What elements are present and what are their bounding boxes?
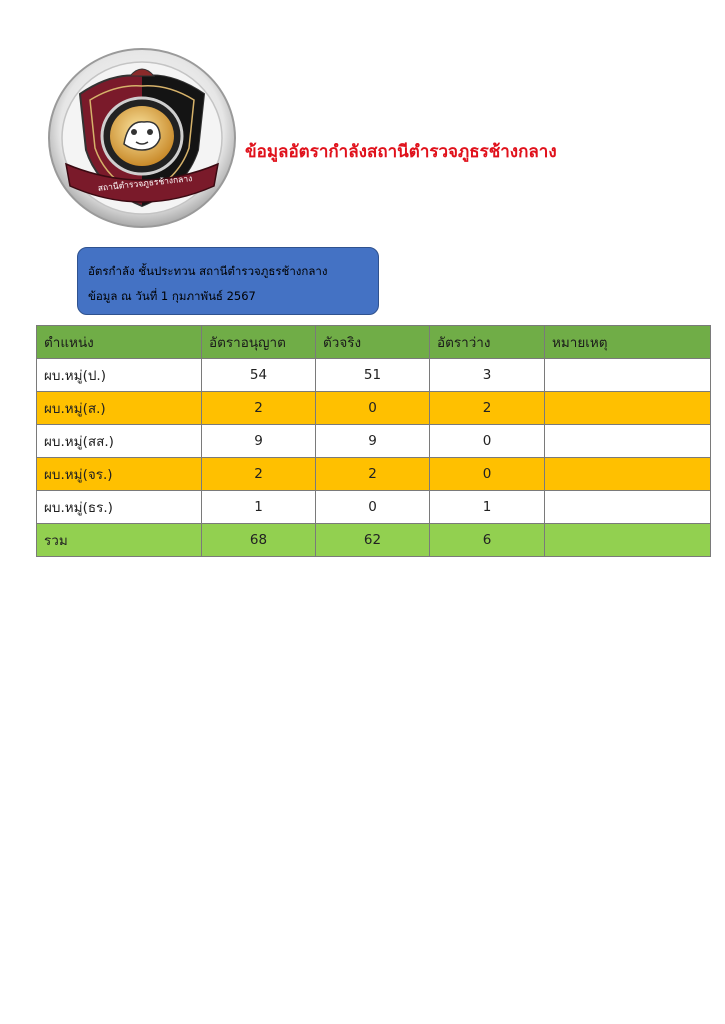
page-title: ข้อมูลอัตรากำลังสถานีตำรวจภูธรช้างกลาง [245, 142, 557, 162]
header-position: ตำแหน่ง [37, 326, 202, 359]
header-actual: ตัวจริง [316, 326, 430, 359]
info-line-date: ข้อมูล ณ วันที่ 1 กุมภาพันธ์ 2567 [88, 289, 256, 303]
info-box [77, 247, 379, 315]
police-station-logo [46, 46, 238, 230]
cell-note [545, 359, 711, 392]
table-total-row [37, 524, 711, 557]
total-actual: 62 [316, 524, 430, 557]
table-header-row [37, 326, 711, 359]
total-note [545, 524, 711, 557]
cell-vacant: 1 [430, 491, 545, 524]
cell-vacant: 0 [430, 425, 545, 458]
table-row [37, 392, 711, 425]
staffing-table [36, 325, 711, 557]
cell-note [545, 425, 711, 458]
cell-allowed: 2 [202, 458, 316, 491]
cell-allowed: 1 [202, 491, 316, 524]
cell-actual: 0 [316, 491, 430, 524]
cell-position: ผบ.หมู่(จร.) [37, 458, 202, 491]
cell-position: ผบ.หมู่(ธร.) [37, 491, 202, 524]
total-vacant: 6 [430, 524, 545, 557]
cell-allowed: 54 [202, 359, 316, 392]
cell-allowed: 2 [202, 392, 316, 425]
info-line-unit: อัตรกำลัง ชั้นประทวน สถานีตำรวจภูธรช้างกลาง [88, 264, 328, 278]
header-allowed: อัตราอนุญาต [202, 326, 316, 359]
total-label: รวม [37, 524, 202, 557]
cell-vacant: 2 [430, 392, 545, 425]
cell-note [545, 458, 711, 491]
header-vacant: อัตราว่าง [430, 326, 545, 359]
cell-position: ผบ.หมู่(ส.) [37, 392, 202, 425]
table-row [37, 458, 711, 491]
cell-position: ผบ.หมู่(ป.) [37, 359, 202, 392]
cell-note [545, 491, 711, 524]
cell-allowed: 9 [202, 425, 316, 458]
cell-vacant: 3 [430, 359, 545, 392]
logo-ribbon-text: สถานีตำรวจภูธรช้างกลาง [97, 174, 193, 194]
cell-note [545, 392, 711, 425]
cell-position: ผบ.หมู่(สส.) [37, 425, 202, 458]
table-row [37, 359, 711, 392]
cell-actual: 2 [316, 458, 430, 491]
total-allowed: 68 [202, 524, 316, 557]
cell-actual: 51 [316, 359, 430, 392]
cell-vacant: 0 [430, 458, 545, 491]
header-note: หมายเหตุ [545, 326, 711, 359]
table-row [37, 425, 711, 458]
cell-actual: 0 [316, 392, 430, 425]
cell-actual: 9 [316, 425, 430, 458]
table-row [37, 491, 711, 524]
